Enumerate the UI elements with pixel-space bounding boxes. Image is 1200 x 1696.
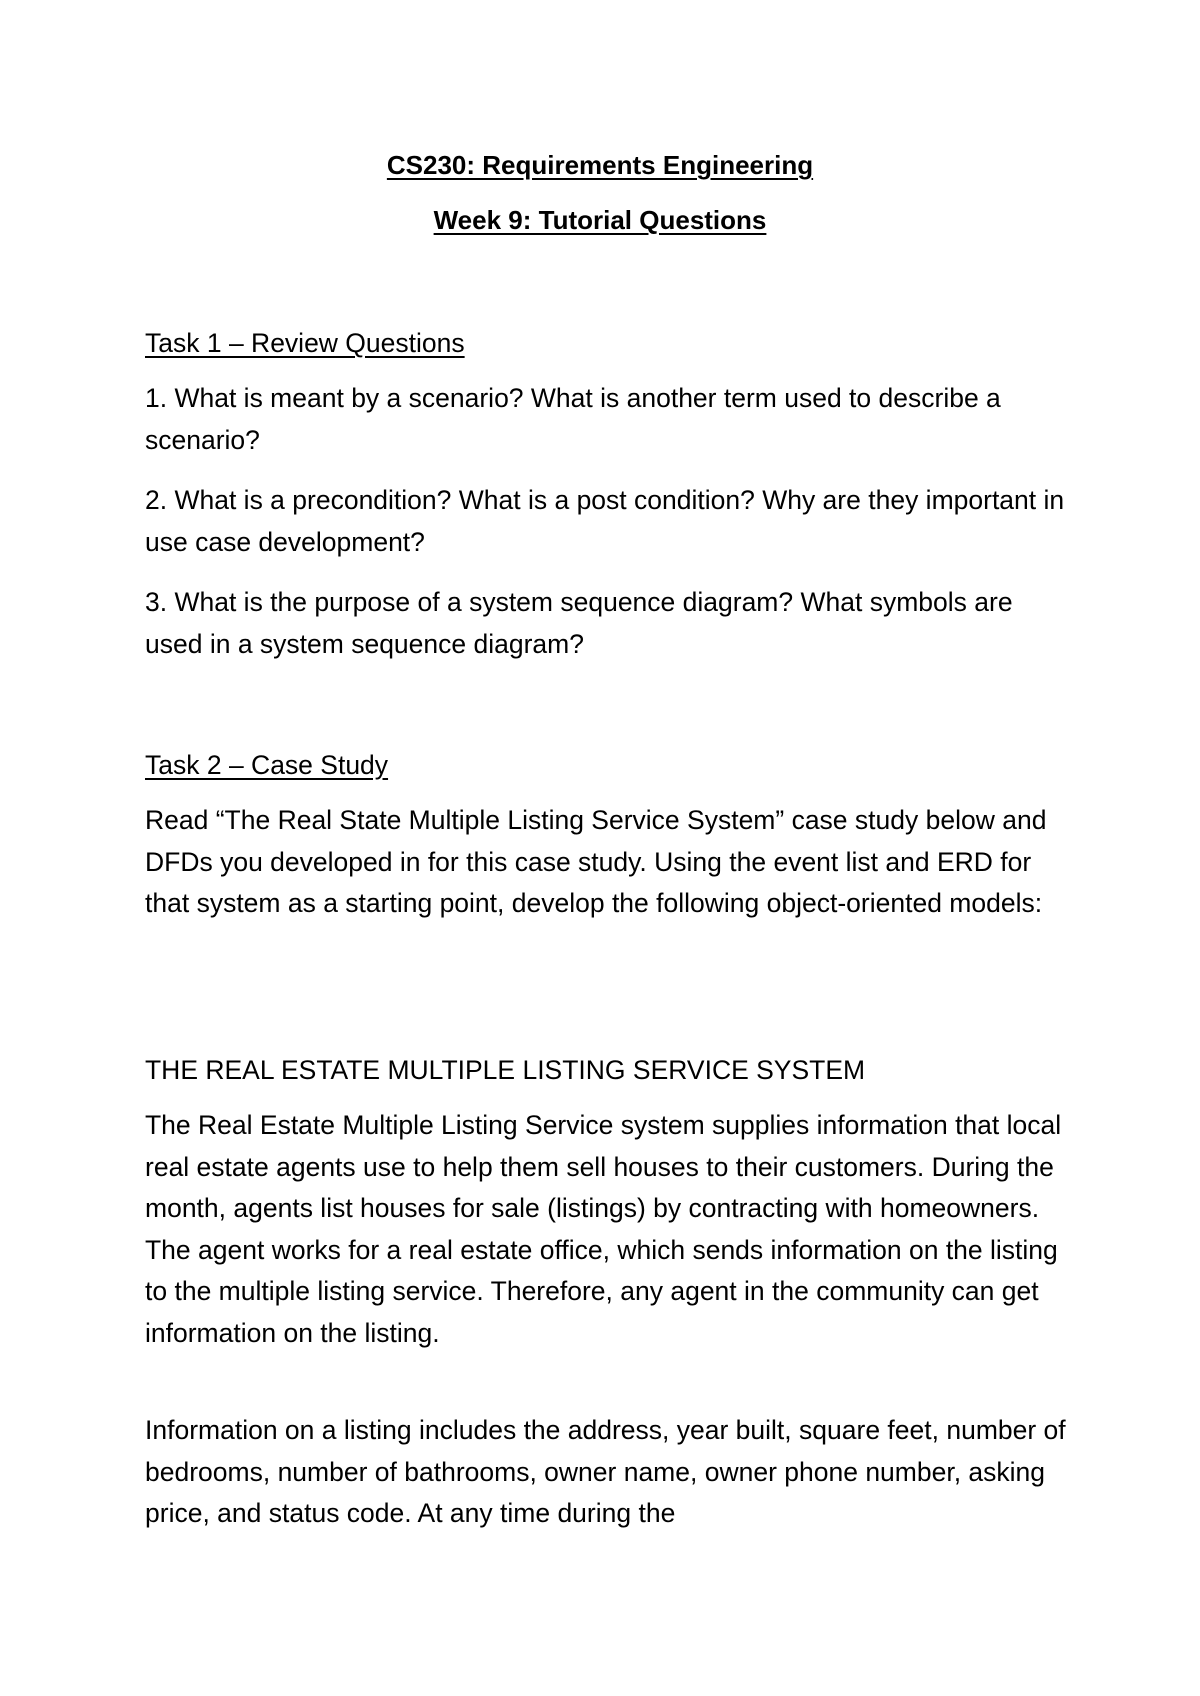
task2-intro: Read “The Real State Multiple Listing Service System” case study below and DFDs you developed in for this case study. Using the event list and ERD for that system as a starting point, develop the following object-oriented models: — [145, 805, 1047, 918]
case-study-paragraph-1: The Real Estate Multiple Listing Service system supplies information that local real estate agents use to help them sell houses to their customers. During the month, agents list houses for sale (listings) by contracting with homeowners. The agent works for a real estate office, which sends information on the listing to the multiple listing service. Therefore, any agent in the community can get information on the listing. — [145, 1110, 1062, 1348]
task2-heading: Task 2 – Case Study — [145, 750, 389, 780]
task1-question-1: 1. What is meant by a scenario? What is another term used to describe a scenario? — [145, 383, 1001, 455]
document-title: CS230: Requirements Engineering — [386, 150, 814, 180]
task1-question-3: 3. What is the purpose of a system sequence diagram? What symbols are used in a system sequence diagram? — [145, 587, 1013, 659]
case-study-heading: THE REAL ESTATE MULTIPLE LISTING SERVICE SYSTEM — [145, 1055, 866, 1085]
document-subtitle: Week 9: Tutorial Questions — [433, 205, 767, 235]
task1-heading: Task 1 – Review Questions — [145, 328, 465, 358]
task1-question-2: 2. What is a precondition? What is a post condition? Why are they important in use case development? — [145, 485, 1065, 557]
case-study-paragraph-2: Information on a listing includes the address, year built, square feet, number of bedrooms, number of bathrooms, owner name, owner phone number, asking price, and status code. At any time during the — [145, 1415, 1066, 1528]
